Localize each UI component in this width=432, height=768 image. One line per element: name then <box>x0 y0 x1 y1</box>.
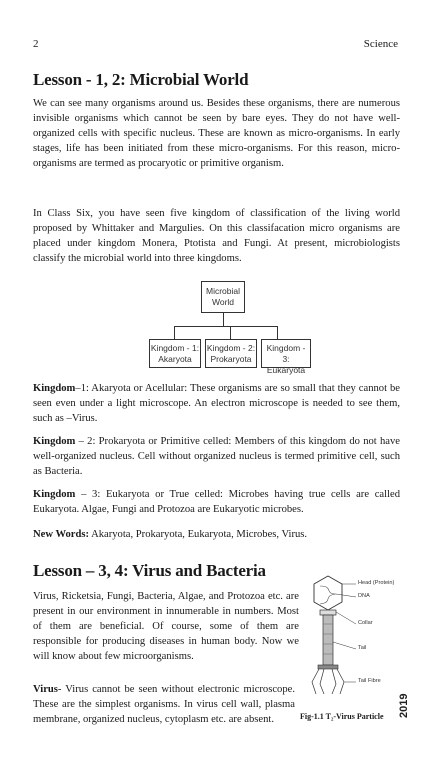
virus-collar-shape <box>320 610 336 615</box>
classification-paragraph: In Class Six, you have seen five kingdom of classification of the living world proposed by Whittaker and Margulies. On this classifacation micro organisms are placed under kingdom Monera, Ptotista and Fungi. At present, microbiologists classify the microbial world into three kingdoms. <box>33 208 400 264</box>
lesson-1-title: Lesson - 1, 2: Microbial World <box>33 70 249 89</box>
lesson-3-title: Lesson – 3, 4: Virus and Bacteria <box>33 561 266 580</box>
diagram-connector <box>230 326 231 339</box>
subject-header: Science <box>363 38 398 50</box>
intro-paragraph: We can see many organisms around us. Besides these organisms, there are numerous invisible organisms which cannot be seen by bare eyes. They do not have well-organized cells with specific nucleus. These are known as micro-organisms. In early stages, life has been initiated from these micro-organisms. For this reason, micro-organisms are termed as procaryotic or primitive organism. <box>33 98 400 169</box>
diagram-connector <box>277 326 278 339</box>
kingdom-1-paragraph <box>33 381 400 426</box>
kingdom-1-text: –1: Akaryota or Acellular: These organisms are so small that they cannot be seen even under a light microscope. An electron microscope is needed to see them, such as –Virus. <box>33 383 400 424</box>
kingdom-2-paragraph <box>33 434 400 479</box>
label-dna: DNA <box>358 593 370 599</box>
virus-head-shape <box>314 576 342 610</box>
t2-virus-figure <box>300 572 418 698</box>
diagram-connector <box>223 313 224 326</box>
virus-tail-shape <box>323 615 333 665</box>
diagram-kingdom-1-line2: Akaryota <box>158 354 192 364</box>
virus-term: Virus <box>33 684 58 695</box>
diagram-kingdom-2-box <box>205 339 257 368</box>
diagram-kingdom-1-box <box>149 339 201 368</box>
diagram-kingdom-1-line1: Kingdom - 1: <box>150 343 200 353</box>
figure-caption: Fig-1.1 T₂-Virus Particle <box>300 712 384 721</box>
diagram-kingdom-3-line2: Eukaryota <box>266 365 306 375</box>
virus-tail-fibre <box>320 669 324 694</box>
kingdom-3-paragraph <box>33 487 400 517</box>
kingdom-2-text: – 2: Prokaryota or Primitive celled: Members of this kingdom do not have well-organized nucleus. Cell without organized nucleus is termed primitive cell, such as Bacteria. <box>33 436 400 477</box>
diagram-root-line2: World <box>211 297 235 307</box>
label-collar: Collar <box>358 620 373 626</box>
diagram-kingdom-3-box <box>261 339 311 375</box>
new-words-term: New Words: <box>33 529 90 540</box>
page-number: 2 <box>33 38 39 50</box>
virus-tail-fibre <box>312 669 319 694</box>
new-words-paragraph <box>33 527 400 542</box>
diagram-root-box <box>201 281 245 313</box>
kingdom-3-term: Kingdom <box>33 489 76 500</box>
label-head: Head (Protein) <box>358 580 395 586</box>
diagram-kingdom-2-line2: Prokaryota <box>210 354 252 364</box>
kingdom-2-term: Kingdom <box>33 436 76 447</box>
kingdom-3-text: – 3: Eukaryota or True celled: Microbes having true cells are called Eukaryota. Algae, Fungi and Protozoa are Eukaryotic microbes. <box>33 489 400 515</box>
virus-paragraph <box>33 682 295 727</box>
label-tail: Tail <box>358 645 367 651</box>
virus-tail-fibre <box>332 669 336 694</box>
virus-base-plate <box>318 665 338 669</box>
diagram-kingdom-3-line1: Kingdom - 3: <box>266 343 306 364</box>
diagram-connector <box>174 326 175 339</box>
virus-text: - Virus cannot be seen without electronic microscope. These are the simplest organisms. In virus cell wall, plasma membrane, organized nucleus, cytoplasm etc. are absent. <box>33 684 295 725</box>
diagram-kingdom-2-line1: Kingdom - 2: <box>206 343 256 353</box>
diagram-root-line1: Microbial <box>205 286 240 296</box>
diagram-connector <box>174 326 277 327</box>
label-tail-fibre: Tail Fibre <box>358 678 381 684</box>
virus-tail-fibre <box>337 669 344 694</box>
microorganisms-paragraph: Virus, Ricketsia, Fungi, Bacteria, Algae, and Protozoa etc. are present in our environment in innumerable in numbers. Most of them are beneficial. Of course, some of them are responsible for producing diseases in human body. Now we will know about few microorganisms. <box>33 591 299 662</box>
edition-year: 2019 <box>398 693 410 718</box>
kingdom-1-term: Kingdom <box>33 383 76 394</box>
new-words-text: Akaryota, Prokaryota, Eukaryota, Microbes, Virus. <box>89 529 308 540</box>
